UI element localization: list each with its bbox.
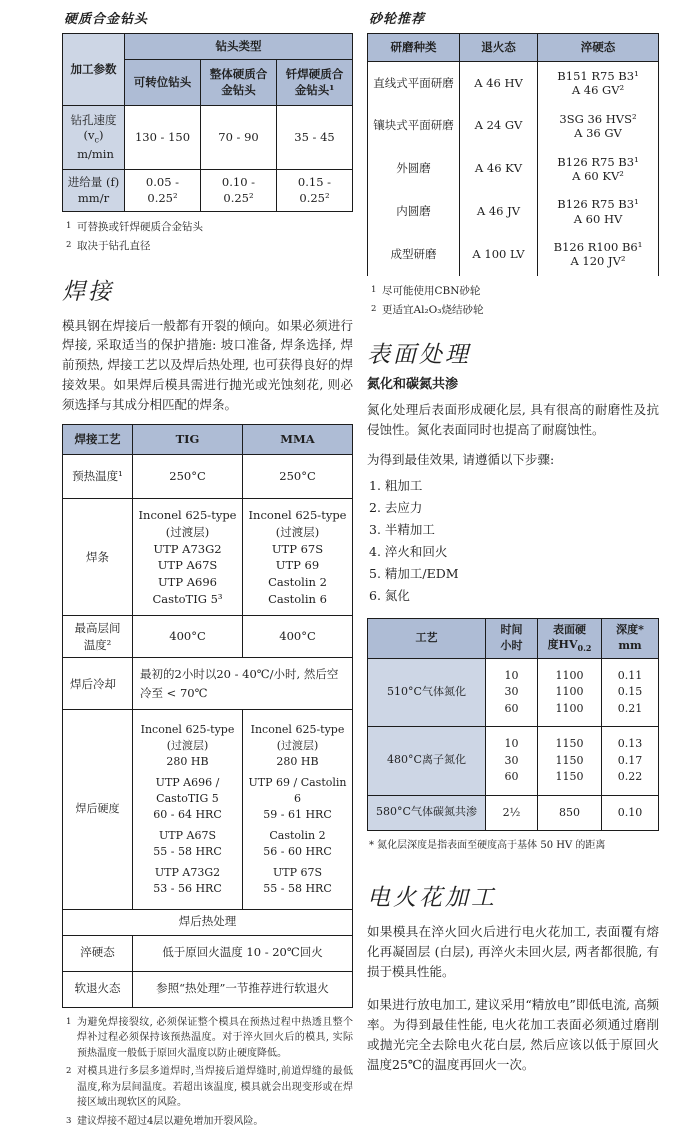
- drill-footnotes: [66, 219, 353, 257]
- drill-speed-label-line1: 钻孔速度: [70, 112, 117, 127]
- drill-feed-value: 0.05 - 0.25²: [125, 170, 201, 212]
- hardness-header: 表面硬 度$HV_{0.2}$: [538, 618, 602, 658]
- nitride-depth-footnote: * 氮化层深度是指表面至硬度高于基体 50 HV 的距离: [369, 840, 606, 852]
- nitride-time-values: 10 30 60: [486, 727, 538, 796]
- drill-table-title: 硬质合金钻头: [64, 12, 149, 27]
- nitride-hardness-values: 1150 1150 1150: [538, 727, 602, 796]
- footnote: 2 对模具进行多层多道焊时,当焊接后道焊缝时,前道焊缝的最低温度,称为层间温度。若超出该温度, 模具就会出现变形或在焊接区域出现软区的风险。: [66, 1066, 353, 1109]
- grind-hardened-value: 3SG 36 HVS² A 36 GV: [538, 105, 659, 148]
- drill-type-header: 钻头类型: [125, 34, 353, 60]
- grinding-hardened-header: 淬硬态: [538, 34, 659, 62]
- grinding-footnotes: [371, 283, 659, 321]
- grind-row-label: 镶块式平面研磨: [368, 105, 460, 148]
- table-row: [368, 658, 659, 727]
- preheat-mma-value: 250°C: [243, 455, 353, 499]
- drill-subheader-brazed: 钎焊硬质合金钻头¹: [277, 60, 353, 106]
- rod-tig-list: Inconel 625-type (过渡层) UTP A73G2 UTP A67S UTP A696 CastoTIG 5³: [133, 499, 243, 616]
- hardened-state-text: 低于原回火温度 10 - 20℃回火: [133, 935, 353, 971]
- nitriding-header-row: [368, 618, 659, 658]
- hardness-tig-groups: Inconel 625-type (过渡层) 280 HB UTP A696 / CastoTIG 5 60 - 64 HRC UTP A67S 55 - 58 HRC UTP A73G2 53 - 56 HRC: [133, 710, 243, 909]
- table-row: [63, 106, 353, 170]
- preheat-tig-value: 250°C: [133, 455, 243, 499]
- nitride-process-label: 580°C气体碳氮共渗: [368, 795, 486, 831]
- interpass-mma-value: 400°C: [243, 616, 353, 658]
- footnote: 2 更适宜Al₂O₃烧结砂轮: [371, 303, 484, 316]
- welding-intro: 模具钢在焊接后一般都有开裂的倾向。如果必须进行焊接, 采取适当的保护措施: 坡口准备, 焊条选择, 焊前预热, 焊接工艺以及焊后热处理, 也可获得良好的焊接效果。如果焊后模具需进行抛光或光蚀刻花, 则必须选择与其成分相匹配的焊条。: [62, 317, 353, 412]
- interpass-tig-value: 400°C: [133, 616, 243, 658]
- table-row: [368, 148, 659, 191]
- drill-speed-label-line3: m/min: [77, 146, 114, 161]
- process-steps-list: 1. 粗加工 2. 去应力 3. 半精加工 4. 淬火和回火 5. 精加工/EDM 6. 氮化: [369, 477, 459, 603]
- welding-tig-header: TIG: [133, 425, 243, 455]
- welding-table: [62, 424, 353, 1007]
- grind-annealed-value: A 46 JV: [460, 190, 538, 233]
- grind-annealed-value: A 46 KV: [460, 148, 538, 191]
- grind-annealed-value: A 46 HV: [460, 62, 538, 105]
- table-row: [63, 616, 353, 658]
- grinding-table-title: 砂轮推荐: [369, 12, 426, 27]
- nitride-hardness-values: 1100 1100 1100: [538, 658, 602, 727]
- nitriding-table: [367, 618, 659, 832]
- welding-mma-header: MMA: [243, 425, 353, 455]
- depth-header: 深度* mm: [602, 618, 659, 658]
- time-header: 时间 小时: [486, 618, 538, 658]
- table-row: [63, 935, 353, 971]
- drill-speed-label-line2: $(v_c)$: [83, 128, 104, 145]
- footnote: 3 建议焊接不超过4层以避免增加开裂风险。: [66, 1115, 264, 1127]
- grinding-table: [367, 33, 659, 276]
- table-row: [368, 795, 659, 831]
- table-row: [63, 455, 353, 499]
- hardness-mma-groups: Inconel 625-type (过渡层) 280 HB UTP 69 / Castolin 6 59 - 61 HRC Castolin 2 56 - 60 HRC UTP 67S 55 - 58 HRC: [243, 710, 353, 909]
- right-column: [367, 6, 659, 1132]
- grind-row-label: 内圆磨: [368, 190, 460, 233]
- annealed-state-label: 软退火态: [63, 971, 133, 1007]
- nitride-hardness-values: 850: [538, 795, 602, 831]
- drill-speed-value: 70 - 90: [201, 106, 277, 170]
- steps-intro: 为得到最佳效果, 请遵循以下步骤:: [367, 451, 555, 467]
- nitride-depth-values: 0.10: [602, 795, 659, 831]
- cooling-label: 焊后冷却: [63, 658, 133, 710]
- nitriding-subheading: 氮化和碳氮共渗: [367, 377, 459, 393]
- welding-process-header: 焊接工艺: [63, 425, 133, 455]
- footnote: 2 取决于钻孔直径: [66, 239, 151, 252]
- drill-feed-label: 进给量 (f) mm/r: [63, 170, 125, 212]
- rod-label: 焊条: [63, 499, 133, 616]
- interpass-label: 最高层间 温度²: [63, 616, 133, 658]
- nitride-time-values: 2½: [486, 795, 538, 831]
- nitride-process-label: 480°C离子氮化: [368, 727, 486, 796]
- nitriding-para: 氮化处理后表面形成硬化层, 具有很高的耐磨性及抗侵蚀性。氮化表面同时也提高了耐腐蚀性。: [367, 402, 659, 438]
- grind-annealed-value: A 100 LV: [460, 233, 538, 276]
- table-row: [368, 233, 659, 276]
- drill-subheader-solid: 整体硬质合金钻头: [201, 60, 277, 106]
- grind-hardened-value: B126 R75 B3¹ A 60 HV: [538, 190, 659, 233]
- preheat-label: 预热温度¹: [63, 455, 133, 499]
- welding-heading: 焊接: [62, 278, 114, 305]
- nitride-depth-values: 0.11 0.15 0.21: [602, 658, 659, 727]
- footnote: 1 可替换或钎焊硬质合金钻头: [66, 221, 203, 233]
- cooling-text: 最初的2小时以20 - 40℃/小时, 然后空冷至 < 70℃: [133, 658, 353, 710]
- edm-para-2: 如果进行放电加工, 建议采用“精放电”即低电流, 高频率。为得到最佳性能, 电火花加工表面必须通过磨削或抛光完全去除电火花白层, 然后应该以低于原回火温度25℃的温度再回火一次。: [367, 997, 659, 1072]
- table-row: [368, 190, 659, 233]
- grinding-annealed-header: 退火态: [460, 34, 538, 62]
- hardness-label: 焊后硬度: [63, 710, 133, 909]
- hardened-state-label: 淬硬态: [63, 935, 133, 971]
- grinding-header-row: [368, 34, 659, 62]
- nitride-time-values: 10 30 60: [486, 658, 538, 727]
- nitride-depth-values: 0.13 0.17 0.22: [602, 727, 659, 796]
- table-row: [63, 658, 353, 710]
- grind-hardened-value: B126 R100 B6¹ A 120 JV²: [538, 233, 659, 276]
- annealed-state-text: 参照“热处理”一节推荐进行软退火: [133, 971, 353, 1007]
- drill-feed-value: 0.15 - 0.25²: [277, 170, 353, 212]
- grind-hardened-value: B126 R75 B3¹ A 60 KV²: [538, 148, 659, 191]
- drill-header-row: [63, 34, 353, 60]
- table-row: [63, 710, 353, 909]
- grind-annealed-value: A 24 GV: [460, 105, 538, 148]
- table-row: [63, 170, 353, 212]
- grind-hardened-value: B151 R75 B3¹ A 46 GV²: [538, 62, 659, 105]
- process-header: 工艺: [368, 618, 486, 658]
- edm-heading: 电火花加工: [367, 885, 497, 912]
- left-column: [62, 6, 353, 1132]
- table-row: [368, 62, 659, 105]
- edm-para-1: 如果模具在淬火回火后进行电火花加工, 表面覆有熔化再凝固层 (白层), 再淬火未回火层, 两者都很脆, 有损于模具性能。: [367, 924, 659, 979]
- table-row: [368, 727, 659, 796]
- table-row: [368, 105, 659, 148]
- drill-subheader-indexable: 可转位钻头: [125, 60, 201, 106]
- grind-row-label: 成型研磨: [368, 233, 460, 276]
- drill-speed-value: 130 - 150: [125, 106, 201, 170]
- grind-row-label: 外圆磨: [368, 148, 460, 191]
- drill-speed-value: 35 - 45: [277, 106, 353, 170]
- footnote: 1 尽可能使用CBN砂轮: [371, 284, 481, 297]
- table-row: [63, 909, 353, 935]
- drill-speed-label: [63, 106, 125, 170]
- welding-header-row: [63, 425, 353, 455]
- drill-corner-header: 加工参数: [63, 34, 125, 106]
- welding-footnotes: [66, 1015, 353, 1132]
- nitride-process-label: 510°C气体氮化: [368, 658, 486, 727]
- rod-mma-list: Inconel 625-type (过渡层) UTP 67S UTP 69 Castolin 2 Castolin 6: [243, 499, 353, 616]
- table-row: [63, 499, 353, 616]
- drill-feed-value: 0.10 - 0.25²: [201, 170, 277, 212]
- grind-row-label: 直线式平面研磨: [368, 62, 460, 105]
- table-row: [63, 971, 353, 1007]
- grinding-type-header: 研磨种类: [368, 34, 460, 62]
- drill-table: [62, 33, 353, 212]
- footnote: 1 为避免焊接裂纹, 必须保证整个模具在预热过程中热透且整个焊补过程必须保持该预热温度。对于淬火回火后的模具, 实际预热温度一般低于原回火温度以防止硬度降低。: [66, 1016, 353, 1059]
- pwht-label: 焊后热处理: [63, 909, 353, 935]
- surface-treatment-heading: 表面处理: [367, 342, 471, 369]
